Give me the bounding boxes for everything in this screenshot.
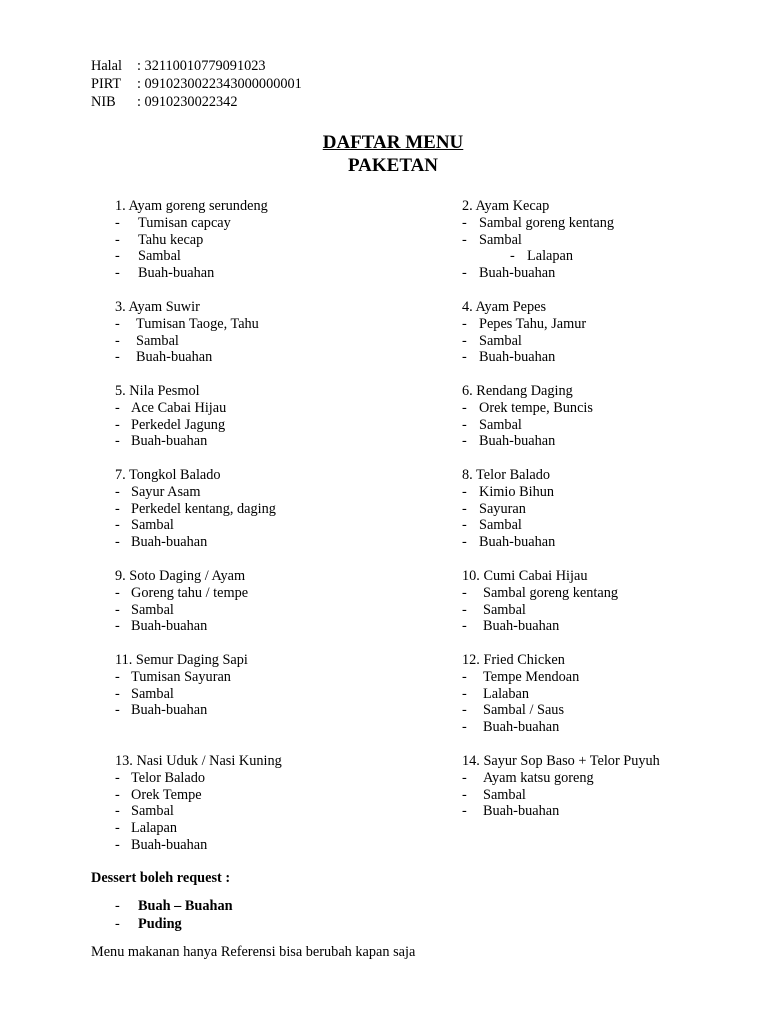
dash-bullet: -: [115, 820, 120, 837]
registration-value: : 32110010779091023: [137, 58, 266, 74]
dash-bullet: -: [115, 265, 120, 282]
dash-bullet: -: [115, 803, 120, 820]
dash-bullet: -: [462, 534, 467, 551]
dash-bullet: -: [115, 433, 120, 450]
page-title-text: DAFTAR MENU: [322, 132, 464, 153]
menu-item: [462, 265, 556, 282]
registration-pirt: [91, 76, 302, 93]
menu-item-label: Sambal: [483, 786, 526, 803]
dash-bullet: -: [462, 231, 467, 248]
menu-package: [115, 753, 282, 854]
menu-item-label: Lalapan: [527, 248, 574, 265]
menu-item: [462, 803, 660, 820]
menu-item-label: Orek tempe, Buncis: [479, 399, 593, 416]
menu-package-heading: 3. Ayam Suwir: [115, 299, 200, 315]
menu-package: [115, 299, 259, 366]
dash-bullet: -: [115, 332, 120, 349]
menu-item-label: Sambal: [479, 231, 522, 248]
dash-bullet: -: [462, 399, 467, 416]
dash-bullet: -: [462, 769, 467, 786]
menu-item: [462, 483, 555, 501]
menu-package-heading: 7. Tongkol Balado: [115, 467, 221, 483]
dash-bullet: -: [115, 836, 120, 853]
menu-item: [462, 618, 587, 635]
menu-item: [462, 333, 546, 350]
menu-item-label: Buah-buahan: [131, 534, 208, 551]
menu-item-label: Perkedel kentang, daging: [131, 500, 276, 517]
menu-package: [115, 467, 276, 551]
menu-item-label: Sambal: [483, 601, 526, 618]
menu-item-label: Buah-buahan: [483, 618, 560, 635]
menu-item: [462, 686, 565, 703]
menu-item: [115, 517, 221, 534]
menu-item-label: Buah-buahan: [479, 349, 556, 366]
menu-item: [462, 349, 556, 366]
menu-item-label: Buah-buahan: [479, 265, 556, 282]
dash-bullet: -: [462, 315, 467, 332]
dash-bullet: -: [115, 231, 120, 248]
menu-item-label: Sambal / Saus: [483, 702, 565, 719]
dash-bullet: -: [462, 685, 467, 702]
menu-item-label: Lalaban: [483, 685, 530, 702]
menu-item: [115, 534, 221, 551]
dash-bullet: -: [462, 500, 467, 517]
registration-value: : 0910230022343000000001: [137, 76, 302, 92]
menu-package-heading: 14. Sayur Sop Baso + Telor Puyuh: [462, 753, 660, 769]
menu-item-label: Sambal: [131, 803, 174, 820]
menu-item: [462, 702, 565, 719]
menu-item: [115, 248, 268, 265]
menu-item: [115, 416, 226, 434]
menu-package: [462, 383, 593, 450]
page-title: [0, 132, 768, 154]
registration-label: NIB: [91, 94, 116, 110]
menu-item-label: Lalapan: [131, 820, 178, 837]
menu-item: [115, 602, 245, 619]
registration-halal: [91, 58, 266, 75]
menu-package-heading: 2. Ayam Kecap: [462, 198, 550, 214]
menu-item-label: Sambal: [479, 332, 522, 349]
dash-bullet: -: [462, 483, 467, 500]
dash-bullet: -: [115, 349, 120, 366]
dash-bullet: -: [462, 517, 467, 534]
menu-item: [115, 820, 282, 837]
menu-item-label: Buah-buahan: [483, 803, 560, 820]
dash-bullet: -: [462, 668, 467, 685]
menu-item-label: Sambal: [131, 517, 174, 534]
menu-item-label: Sambal: [136, 332, 179, 349]
menu-item-label: Sambal goreng kentang: [479, 214, 614, 231]
menu-item-label: Pepes Tahu, Jamur: [479, 315, 587, 332]
menu-item-label: Buah-buahan: [483, 719, 560, 736]
menu-item: [462, 770, 660, 787]
dessert-heading: Dessert boleh request :: [91, 870, 231, 886]
dash-bullet: -: [115, 500, 120, 517]
menu-item: [462, 501, 550, 518]
dash-bullet: -: [115, 618, 120, 635]
menu-package-heading: 12. Fried Chicken: [462, 652, 565, 668]
dash-bullet: -: [462, 702, 467, 719]
dash-bullet: -: [462, 601, 467, 618]
menu-package: [462, 652, 580, 736]
dessert-item-label: Buah – Buahan: [138, 898, 233, 914]
menu-item: [462, 584, 618, 602]
menu-item: [462, 214, 614, 232]
menu-item-label: Sayur Asam: [131, 483, 201, 500]
menu-package-heading: 10. Cumi Cabai Hijau: [462, 568, 588, 584]
menu-item: [462, 668, 580, 686]
menu-item-label: Sambal: [131, 685, 174, 702]
menu-item: [115, 215, 268, 232]
menu-package-heading: 8. Telor Balado: [462, 467, 551, 483]
menu-item: [462, 248, 574, 265]
menu-item-label: Buah-buahan: [131, 836, 208, 853]
dash-bullet: -: [115, 601, 120, 618]
dash-bullet: -: [462, 719, 467, 736]
menu-item: [462, 399, 593, 417]
menu-item: [115, 232, 268, 249]
dash-bullet: -: [115, 483, 120, 500]
menu-item-label: Tempe Mendoan: [483, 668, 580, 685]
menu-item-label: Kimio Bihun: [479, 483, 555, 500]
menu-item: [462, 517, 550, 534]
menu-item-label: Buah-buahan: [138, 265, 215, 282]
menu-package: [115, 198, 268, 282]
registration-nib: [91, 94, 237, 111]
menu-package: [462, 467, 556, 551]
menu-package: [462, 198, 614, 282]
menu-item-label: Tumisan Sayuran: [131, 668, 231, 685]
menu-item: [115, 265, 268, 282]
menu-item-label: Buah-buahan: [479, 433, 556, 450]
menu-item: [115, 669, 248, 686]
dash-bullet: -: [462, 803, 467, 820]
menu-package: [462, 753, 660, 820]
dessert-item-label: Puding: [138, 916, 182, 932]
menu-item: [115, 333, 200, 350]
menu-package: [115, 568, 249, 635]
registration-label: Halal: [91, 58, 122, 74]
menu-item-label: Buah-buahan: [131, 433, 208, 450]
dash-bullet: -: [115, 898, 120, 914]
registration-value: : 0910230022342: [137, 94, 238, 110]
dash-bullet: -: [462, 786, 467, 803]
menu-package-heading: 6. Rendang Daging: [462, 383, 573, 399]
menu-item-label: Tumisan capcay: [138, 214, 231, 231]
menu-item: [462, 315, 587, 333]
menu-item-label: Ayam katsu goreng: [483, 769, 594, 786]
dash-bullet: -: [115, 534, 120, 551]
dash-bullet: -: [462, 618, 467, 635]
dash-bullet: -: [462, 265, 467, 282]
dash-bullet: -: [115, 416, 120, 433]
menu-package: [115, 652, 248, 719]
menu-item-label: Sambal: [138, 248, 181, 265]
menu-item: [115, 787, 282, 804]
menu-item: [115, 770, 282, 787]
menu-item-label: Buah-buahan: [131, 618, 208, 635]
menu-package: [462, 299, 587, 366]
menu-item: [115, 349, 213, 366]
menu-package-heading: 11. Semur Daging Sapi: [115, 652, 248, 668]
menu-package-heading: 13. Nasi Uduk / Nasi Kuning: [115, 753, 282, 769]
dash-bullet: -: [510, 248, 515, 265]
footer-note: Menu makanan hanya Referensi bisa berubah kapan saja: [91, 944, 416, 960]
dash-bullet: -: [462, 416, 467, 433]
menu-item: [115, 500, 276, 518]
menu-item-label: Tumisan Taoge, Tahu: [136, 315, 259, 332]
menu-item: [115, 702, 248, 719]
menu-package-heading: 4. Ayam Pepes: [462, 299, 547, 315]
dash-bullet: -: [115, 702, 120, 719]
menu-item-label: Buah-buahan: [479, 534, 556, 551]
menu-item: [115, 803, 282, 820]
menu-item-label: Sayuran: [479, 500, 526, 517]
menu-item: [462, 417, 573, 434]
dash-bullet: -: [462, 584, 467, 601]
menu-item-label: Sambal: [131, 601, 174, 618]
menu-item: [115, 315, 259, 333]
registration-label: PIRT: [91, 76, 122, 92]
dash-bullet: -: [462, 349, 467, 366]
menu-item-label: Ace Cabai Hijau: [131, 399, 227, 416]
menu-item: [115, 837, 282, 854]
menu-item: [462, 602, 587, 619]
dash-bullet: -: [115, 668, 120, 685]
dash-bullet: -: [462, 214, 467, 231]
menu-package-heading: 9. Soto Daging / Ayam: [115, 568, 246, 584]
menu-item-label: Buah-buahan: [136, 349, 213, 366]
menu-item-label: Sambal: [479, 517, 522, 534]
dash-bullet: -: [115, 315, 120, 332]
dash-bullet: -: [115, 584, 120, 601]
menu-item: [115, 399, 227, 417]
menu-item-label: Perkedel Jagung: [131, 416, 226, 433]
dash-bullet: -: [115, 399, 120, 416]
menu-package: [115, 383, 227, 450]
menu-item: [115, 618, 245, 635]
dash-bullet: -: [115, 517, 120, 534]
menu-item-label: Orek Tempe: [131, 786, 202, 803]
page-subtitle: [0, 155, 768, 177]
dash-bullet: -: [462, 332, 467, 349]
menu-item-label: Sambal: [479, 416, 522, 433]
menu-item: [115, 433, 208, 450]
dash-bullet: -: [115, 248, 120, 265]
menu-package: [462, 568, 618, 635]
dash-bullet: -: [115, 214, 120, 231]
menu-item: [115, 484, 221, 501]
menu-item-label: Buah-buahan: [131, 702, 208, 719]
menu-item: [462, 787, 660, 804]
dash-bullet: -: [115, 786, 120, 803]
menu-item-label: Goreng tahu / tempe: [131, 584, 249, 601]
dash-bullet: -: [462, 433, 467, 450]
menu-item: [115, 686, 248, 703]
page-subtitle-text: PAKETAN: [347, 155, 439, 176]
menu-package-heading: 5. Nila Pesmol: [115, 383, 200, 399]
menu-item: [115, 584, 249, 602]
dash-bullet: -: [115, 685, 120, 702]
menu-item: [462, 719, 565, 736]
menu-item-label: Sambal goreng kentang: [483, 584, 618, 601]
dash-bullet: -: [115, 769, 120, 786]
menu-item: [462, 534, 556, 551]
menu-item: [462, 232, 549, 249]
dessert-item: [115, 916, 182, 933]
menu-item-label: Telor Balado: [131, 769, 206, 786]
dash-bullet: -: [115, 916, 120, 932]
menu-package-heading: 1. Ayam goreng serundeng: [115, 198, 268, 214]
menu-item-label: Tahu kecap: [138, 231, 204, 248]
dessert-item: [115, 898, 233, 915]
menu-item: [462, 433, 573, 450]
